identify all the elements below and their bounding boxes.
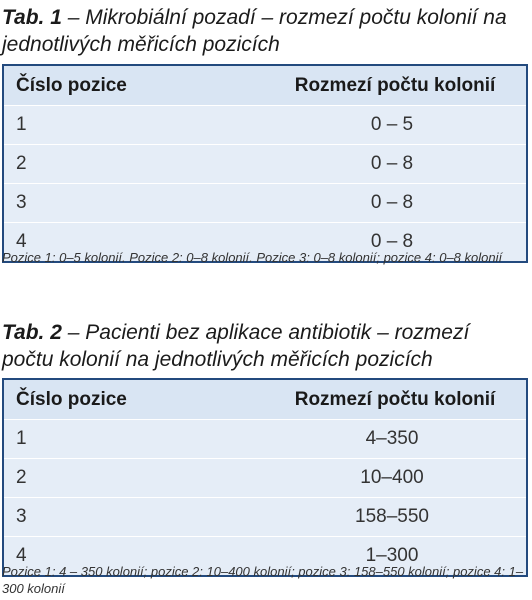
table2-header-range: Rozmezí počtu kolonií [294, 388, 496, 410]
table-row [4, 497, 526, 536]
table1-caption [2, 4, 526, 58]
table1-cell-position: 3 [16, 192, 27, 213]
table1-note: Pozice 1: 0–5 kolonií. Pozice 2: 0–8 kolonií. Pozice 3: 0–8 kolonií; pozice 4: 0–8 kolonií [2, 250, 503, 265]
table-row [4, 419, 526, 458]
table2-cell-range: 1–300 [365, 545, 419, 566]
table-row [4, 183, 526, 222]
table1-label: Tab. 1 [2, 6, 62, 29]
table1-title: – Mikrobiální pozadí – rozmezí počtu kolonií na jednotlivých měřicích pozicích [2, 6, 507, 56]
table2-cell-range: 4–350 [365, 428, 419, 449]
table2-cell-range: 158–550 [355, 506, 429, 527]
table2-cell-range: 10–400 [360, 467, 424, 488]
table2-caption [2, 319, 526, 373]
table1-header-position: Číslo pozice [16, 74, 127, 96]
table1 [2, 64, 528, 263]
table2-label: Tab. 2 [2, 321, 62, 344]
table2-note: Pozice 1: 4 – 350 kolonií; pozice 2: 10–400 kolonií; pozice 3: 158–550 kolonií; pozice 4: 1–300 kolonií [2, 564, 524, 596]
table-row [4, 144, 526, 183]
table1-cell-position: 2 [16, 153, 27, 174]
table2-header-position: Číslo pozice [16, 388, 127, 410]
table1-cell-position: 4 [16, 231, 27, 252]
table1-cell-range: 0 – 5 [370, 114, 414, 135]
table1-cell-range: 0 – 8 [370, 192, 414, 213]
table1-cell-range: 0 – 8 [370, 231, 414, 252]
table-row [4, 105, 526, 144]
table2-cell-position: 4 [16, 545, 27, 566]
table2 [2, 378, 528, 577]
table2-header-row [4, 380, 526, 419]
table2-cell-position: 1 [16, 428, 27, 449]
table1-cell-range: 0 – 8 [370, 153, 414, 174]
table2-title: – Pacienti bez aplikace antibiotik – rozmezí počtu kolonií na jednotlivých měřicích pozicích [2, 321, 470, 371]
table1-header-range: Rozmezí počtu kolonií [294, 74, 496, 96]
table2-cell-position: 3 [16, 506, 27, 527]
table1-cell-position: 1 [16, 114, 27, 135]
table-row [4, 458, 526, 497]
table2-cell-position: 2 [16, 467, 27, 488]
table1-header-row [4, 66, 526, 105]
